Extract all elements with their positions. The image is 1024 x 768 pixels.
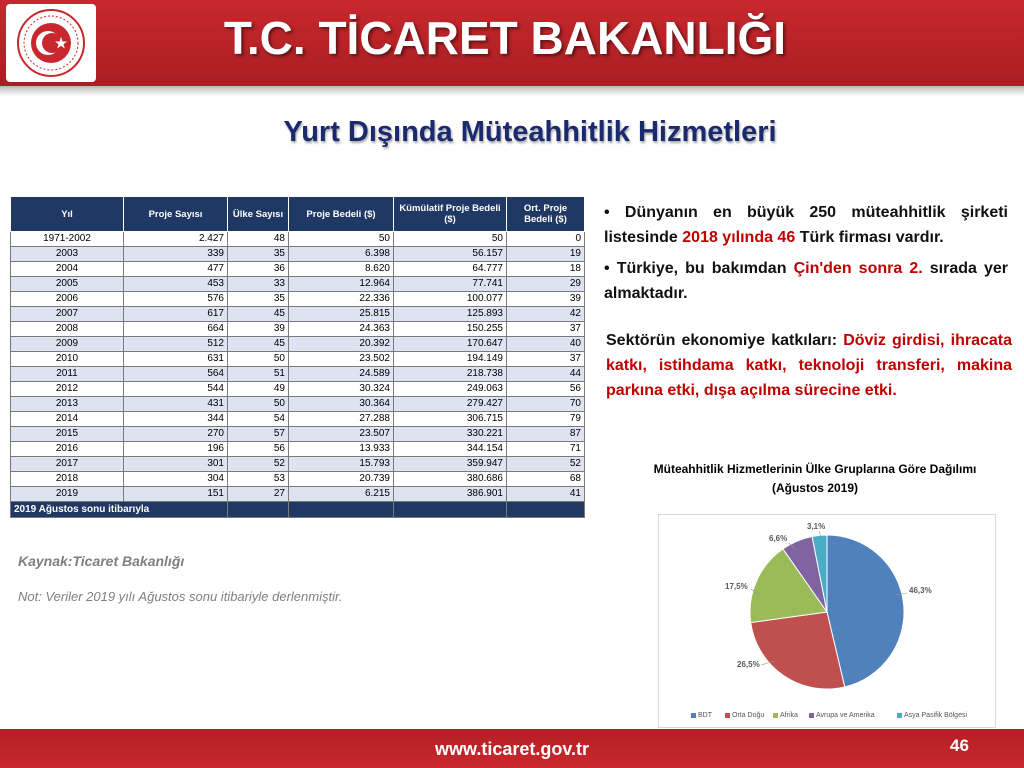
table-cell: 18 xyxy=(507,262,585,277)
table-cell: 2012 xyxy=(11,382,124,397)
table-cell: 2017 xyxy=(11,457,124,472)
table-footer-empty xyxy=(289,502,394,518)
chart-title-line1: Müteahhitlik Hizmetlerinin Ülke Gruplarına Göre Dağılımı xyxy=(653,462,977,476)
table-cell: 13.933 xyxy=(289,442,394,457)
table-cell: 2005 xyxy=(11,277,124,292)
pie-data-label-3: 6,6% xyxy=(769,534,788,543)
table-cell: 170.647 xyxy=(394,337,507,352)
table-cell: 35 xyxy=(228,292,289,307)
table-row xyxy=(11,307,585,322)
col-header-average-value: Ort. Proje Bedeli ($) xyxy=(507,197,585,232)
pie-chart-svg xyxy=(659,515,995,705)
table-cell: 48 xyxy=(228,232,289,247)
table-cell: 453 xyxy=(124,277,228,292)
table-cell: 617 xyxy=(124,307,228,322)
table-row xyxy=(11,397,585,412)
table-footer-empty xyxy=(228,502,289,518)
table-cell: 2015 xyxy=(11,427,124,442)
table-cell: 2006 xyxy=(11,292,124,307)
table-cell: 359.947 xyxy=(394,457,507,472)
table-row xyxy=(11,472,585,487)
table-cell: 23.502 xyxy=(289,352,394,367)
pie-data-label-4: 3,1% xyxy=(807,522,826,531)
table-cell: 1971-2002 xyxy=(11,232,124,247)
table-cell: 196 xyxy=(124,442,228,457)
table-row xyxy=(11,412,585,427)
table-cell: 42 xyxy=(507,307,585,322)
legend-swatch xyxy=(809,713,814,718)
table-cell: 6.398 xyxy=(289,247,394,262)
table-cell: 25.815 xyxy=(289,307,394,322)
table-cell: 27 xyxy=(228,487,289,502)
table-row xyxy=(11,262,585,277)
bullet-text: Türkiye, bu bakımdan xyxy=(616,260,787,277)
table-cell: 512 xyxy=(124,337,228,352)
table-cell: 37 xyxy=(507,322,585,337)
table-cell: 6.215 xyxy=(289,487,394,502)
table-cell: 54 xyxy=(228,412,289,427)
table-cell: 431 xyxy=(124,397,228,412)
page-number: 46 xyxy=(950,736,969,755)
col-header-project-count: Proje Sayısı xyxy=(124,197,228,232)
table-cell: 306.715 xyxy=(394,412,507,427)
table-cell: 56 xyxy=(507,382,585,397)
bullet-text: Türk firması vardır. xyxy=(799,229,944,246)
legend-swatch xyxy=(897,713,902,718)
table-cell: 279.427 xyxy=(394,397,507,412)
table-cell: 100.077 xyxy=(394,292,507,307)
pie-data-label-1: 26,5% xyxy=(737,660,760,669)
bullet-top-250 xyxy=(604,200,1008,250)
table-cell: 50 xyxy=(289,232,394,247)
footer-url[interactable]: www.ticaret.gov.tr xyxy=(434,739,590,759)
table-cell: 151 xyxy=(124,487,228,502)
col-header-cumulative-value: Kümülatif Proje Bedeli ($) xyxy=(394,197,507,232)
table-cell: 664 xyxy=(124,322,228,337)
table-cell: 380.686 xyxy=(394,472,507,487)
table-row xyxy=(11,292,585,307)
table-cell: 56.157 xyxy=(394,247,507,262)
table-cell: 344.154 xyxy=(394,442,507,457)
table-cell: 29 xyxy=(507,277,585,292)
table-cell: 56 xyxy=(228,442,289,457)
table-cell: 564 xyxy=(124,367,228,382)
table-cell: 249.063 xyxy=(394,382,507,397)
table-cell: 125.893 xyxy=(394,307,507,322)
table-footer-empty xyxy=(507,502,585,518)
ministry-logo xyxy=(6,4,96,82)
table-row xyxy=(11,247,585,262)
sector-highlight: Döviz girdisi, ihracata katkı, istihdama katkı, teknoloji transferi, makina parkına etki, dışa açılma sürecine etki. xyxy=(606,332,1012,399)
table-cell: 39 xyxy=(507,292,585,307)
legend-swatch xyxy=(773,713,778,718)
table-row xyxy=(11,382,585,397)
table-cell: 24.363 xyxy=(289,322,394,337)
table-cell: 30.364 xyxy=(289,397,394,412)
bullet-dot: • xyxy=(604,204,610,221)
table-cell: 339 xyxy=(124,247,228,262)
table-cell: 49 xyxy=(228,382,289,397)
table-row xyxy=(11,457,585,472)
legend-entry-1 xyxy=(725,712,764,719)
bullet-ranking xyxy=(604,256,1008,306)
legend-label: Orta Doğu xyxy=(732,712,765,719)
table-cell: 20.392 xyxy=(289,337,394,352)
table-cell: 2016 xyxy=(11,442,124,457)
table-cell: 2011 xyxy=(11,367,124,382)
bullet-highlight: Çin'den sonra 2. xyxy=(793,260,923,277)
table-cell: 52 xyxy=(507,457,585,472)
sector-contributions xyxy=(606,328,1012,403)
chart-title xyxy=(610,460,1020,498)
table-cell: 68 xyxy=(507,472,585,487)
ministry-seal-icon xyxy=(6,4,96,82)
slide-subtitle: Yurt Dışında Müteahhitlik Hizmetleri xyxy=(283,116,777,148)
legend-swatch xyxy=(691,713,696,718)
legend-label: Afrika xyxy=(780,712,798,719)
table-footer-empty xyxy=(394,502,507,518)
table-cell: 2013 xyxy=(11,397,124,412)
table-cell: 53 xyxy=(228,472,289,487)
table-row xyxy=(11,322,585,337)
table-cell: 41 xyxy=(507,487,585,502)
table-cell: 30.324 xyxy=(289,382,394,397)
table-cell: 50 xyxy=(228,397,289,412)
table-cell: 301 xyxy=(124,457,228,472)
table-row xyxy=(11,487,585,502)
bullet-dot: • xyxy=(604,260,610,277)
legend-label: Avrupa ve Amerika xyxy=(816,712,875,719)
table-cell: 37 xyxy=(507,352,585,367)
legend-swatch xyxy=(725,713,730,718)
sector-label: Sektörün ekonomiye katkıları: xyxy=(606,332,838,349)
table-cell: 477 xyxy=(124,262,228,277)
table-row xyxy=(11,232,585,247)
table-cell: 24.589 xyxy=(289,367,394,382)
table-cell: 27.288 xyxy=(289,412,394,427)
table-cell: 57 xyxy=(228,427,289,442)
bullet-text: sırada yer almaktadır. xyxy=(604,260,1009,302)
col-header-year: Yıl xyxy=(11,197,124,232)
table-cell: 2019 xyxy=(11,487,124,502)
table-cell: 12.964 xyxy=(289,277,394,292)
table-cell: 304 xyxy=(124,472,228,487)
table-row xyxy=(11,427,585,442)
bullet-text: Dünyanın en büyük 250 müteahhitlik şirketi listesinde xyxy=(604,204,1008,246)
bullet-highlight: 2018 yılında 46 xyxy=(682,229,796,246)
legend-entry-3 xyxy=(809,712,875,719)
table-row xyxy=(11,277,585,292)
table-row xyxy=(11,367,585,382)
table-cell: 39 xyxy=(228,322,289,337)
table-row xyxy=(11,352,585,367)
table-cell: 50 xyxy=(394,232,507,247)
table-cell: 544 xyxy=(124,382,228,397)
table-cell: 79 xyxy=(507,412,585,427)
table-cell: 44 xyxy=(507,367,585,382)
legend-label: BDT xyxy=(698,712,712,719)
table-cell: 218.738 xyxy=(394,367,507,382)
table-cell: 150.255 xyxy=(394,322,507,337)
table-cell: 2.427 xyxy=(124,232,228,247)
table-cell: 50 xyxy=(228,352,289,367)
table-cell: 2003 xyxy=(11,247,124,262)
page-title: T.C. TİCARET BAKANLIĞI xyxy=(223,12,787,64)
table-header-row xyxy=(11,197,585,232)
table-cell: 2010 xyxy=(11,352,124,367)
header-shadow xyxy=(0,86,1024,96)
table-cell: 2007 xyxy=(11,307,124,322)
table-cell: 23.507 xyxy=(289,427,394,442)
table-footer-note: 2019 Ağustos sonu itibarıyla xyxy=(11,502,228,518)
legend-entry-0 xyxy=(691,712,712,719)
pie-data-label-2: 17,5% xyxy=(725,582,748,591)
table-cell: 33 xyxy=(228,277,289,292)
legend-entry-2 xyxy=(773,712,798,719)
table-cell: 2008 xyxy=(11,322,124,337)
legend-label: Asya Pasifik Bölgesi xyxy=(904,712,968,719)
table-cell: 194.149 xyxy=(394,352,507,367)
table-cell: 52 xyxy=(228,457,289,472)
col-header-project-value: Proje Bedeli ($) xyxy=(289,197,394,232)
table-cell: 2014 xyxy=(11,412,124,427)
table-cell: 0 xyxy=(507,232,585,247)
table-cell: 2004 xyxy=(11,262,124,277)
table-cell: 51 xyxy=(228,367,289,382)
table-row xyxy=(11,337,585,352)
table-cell: 2009 xyxy=(11,337,124,352)
source-caption: Kaynak:Ticaret Bakanlığı xyxy=(18,553,185,569)
table-cell: 344 xyxy=(124,412,228,427)
table-cell: 576 xyxy=(124,292,228,307)
col-header-country-count: Ülke Sayısı xyxy=(228,197,289,232)
table-cell: 386.901 xyxy=(394,487,507,502)
table-cell: 87 xyxy=(507,427,585,442)
pie-data-label-0: 46,3% xyxy=(909,586,932,595)
contracting-data-table xyxy=(10,196,585,518)
table-cell: 40 xyxy=(507,337,585,352)
chart-title-line2: (Ağustos 2019) xyxy=(771,481,859,495)
table-cell: 45 xyxy=(228,337,289,352)
table-cell: 70 xyxy=(507,397,585,412)
legend-entry-4 xyxy=(897,712,967,719)
pie-chart xyxy=(658,514,996,728)
table-row xyxy=(11,442,585,457)
data-note: Not: Veriler 2019 yılı Ağustos sonu itibariyle derlenmiştir. xyxy=(18,589,343,604)
table-cell: 36 xyxy=(228,262,289,277)
table-cell: 64.777 xyxy=(394,262,507,277)
table-cell: 20.739 xyxy=(289,472,394,487)
table-cell: 71 xyxy=(507,442,585,457)
table-cell: 35 xyxy=(228,247,289,262)
table-cell: 631 xyxy=(124,352,228,367)
table-footer-row xyxy=(11,502,585,518)
table-cell: 45 xyxy=(228,307,289,322)
table-cell: 22.336 xyxy=(289,292,394,307)
table-cell: 77.741 xyxy=(394,277,507,292)
table-cell: 15.793 xyxy=(289,457,394,472)
table-cell: 19 xyxy=(507,247,585,262)
table-cell: 2018 xyxy=(11,472,124,487)
table-cell: 330.221 xyxy=(394,427,507,442)
table-cell: 270 xyxy=(124,427,228,442)
table-cell: 8.620 xyxy=(289,262,394,277)
